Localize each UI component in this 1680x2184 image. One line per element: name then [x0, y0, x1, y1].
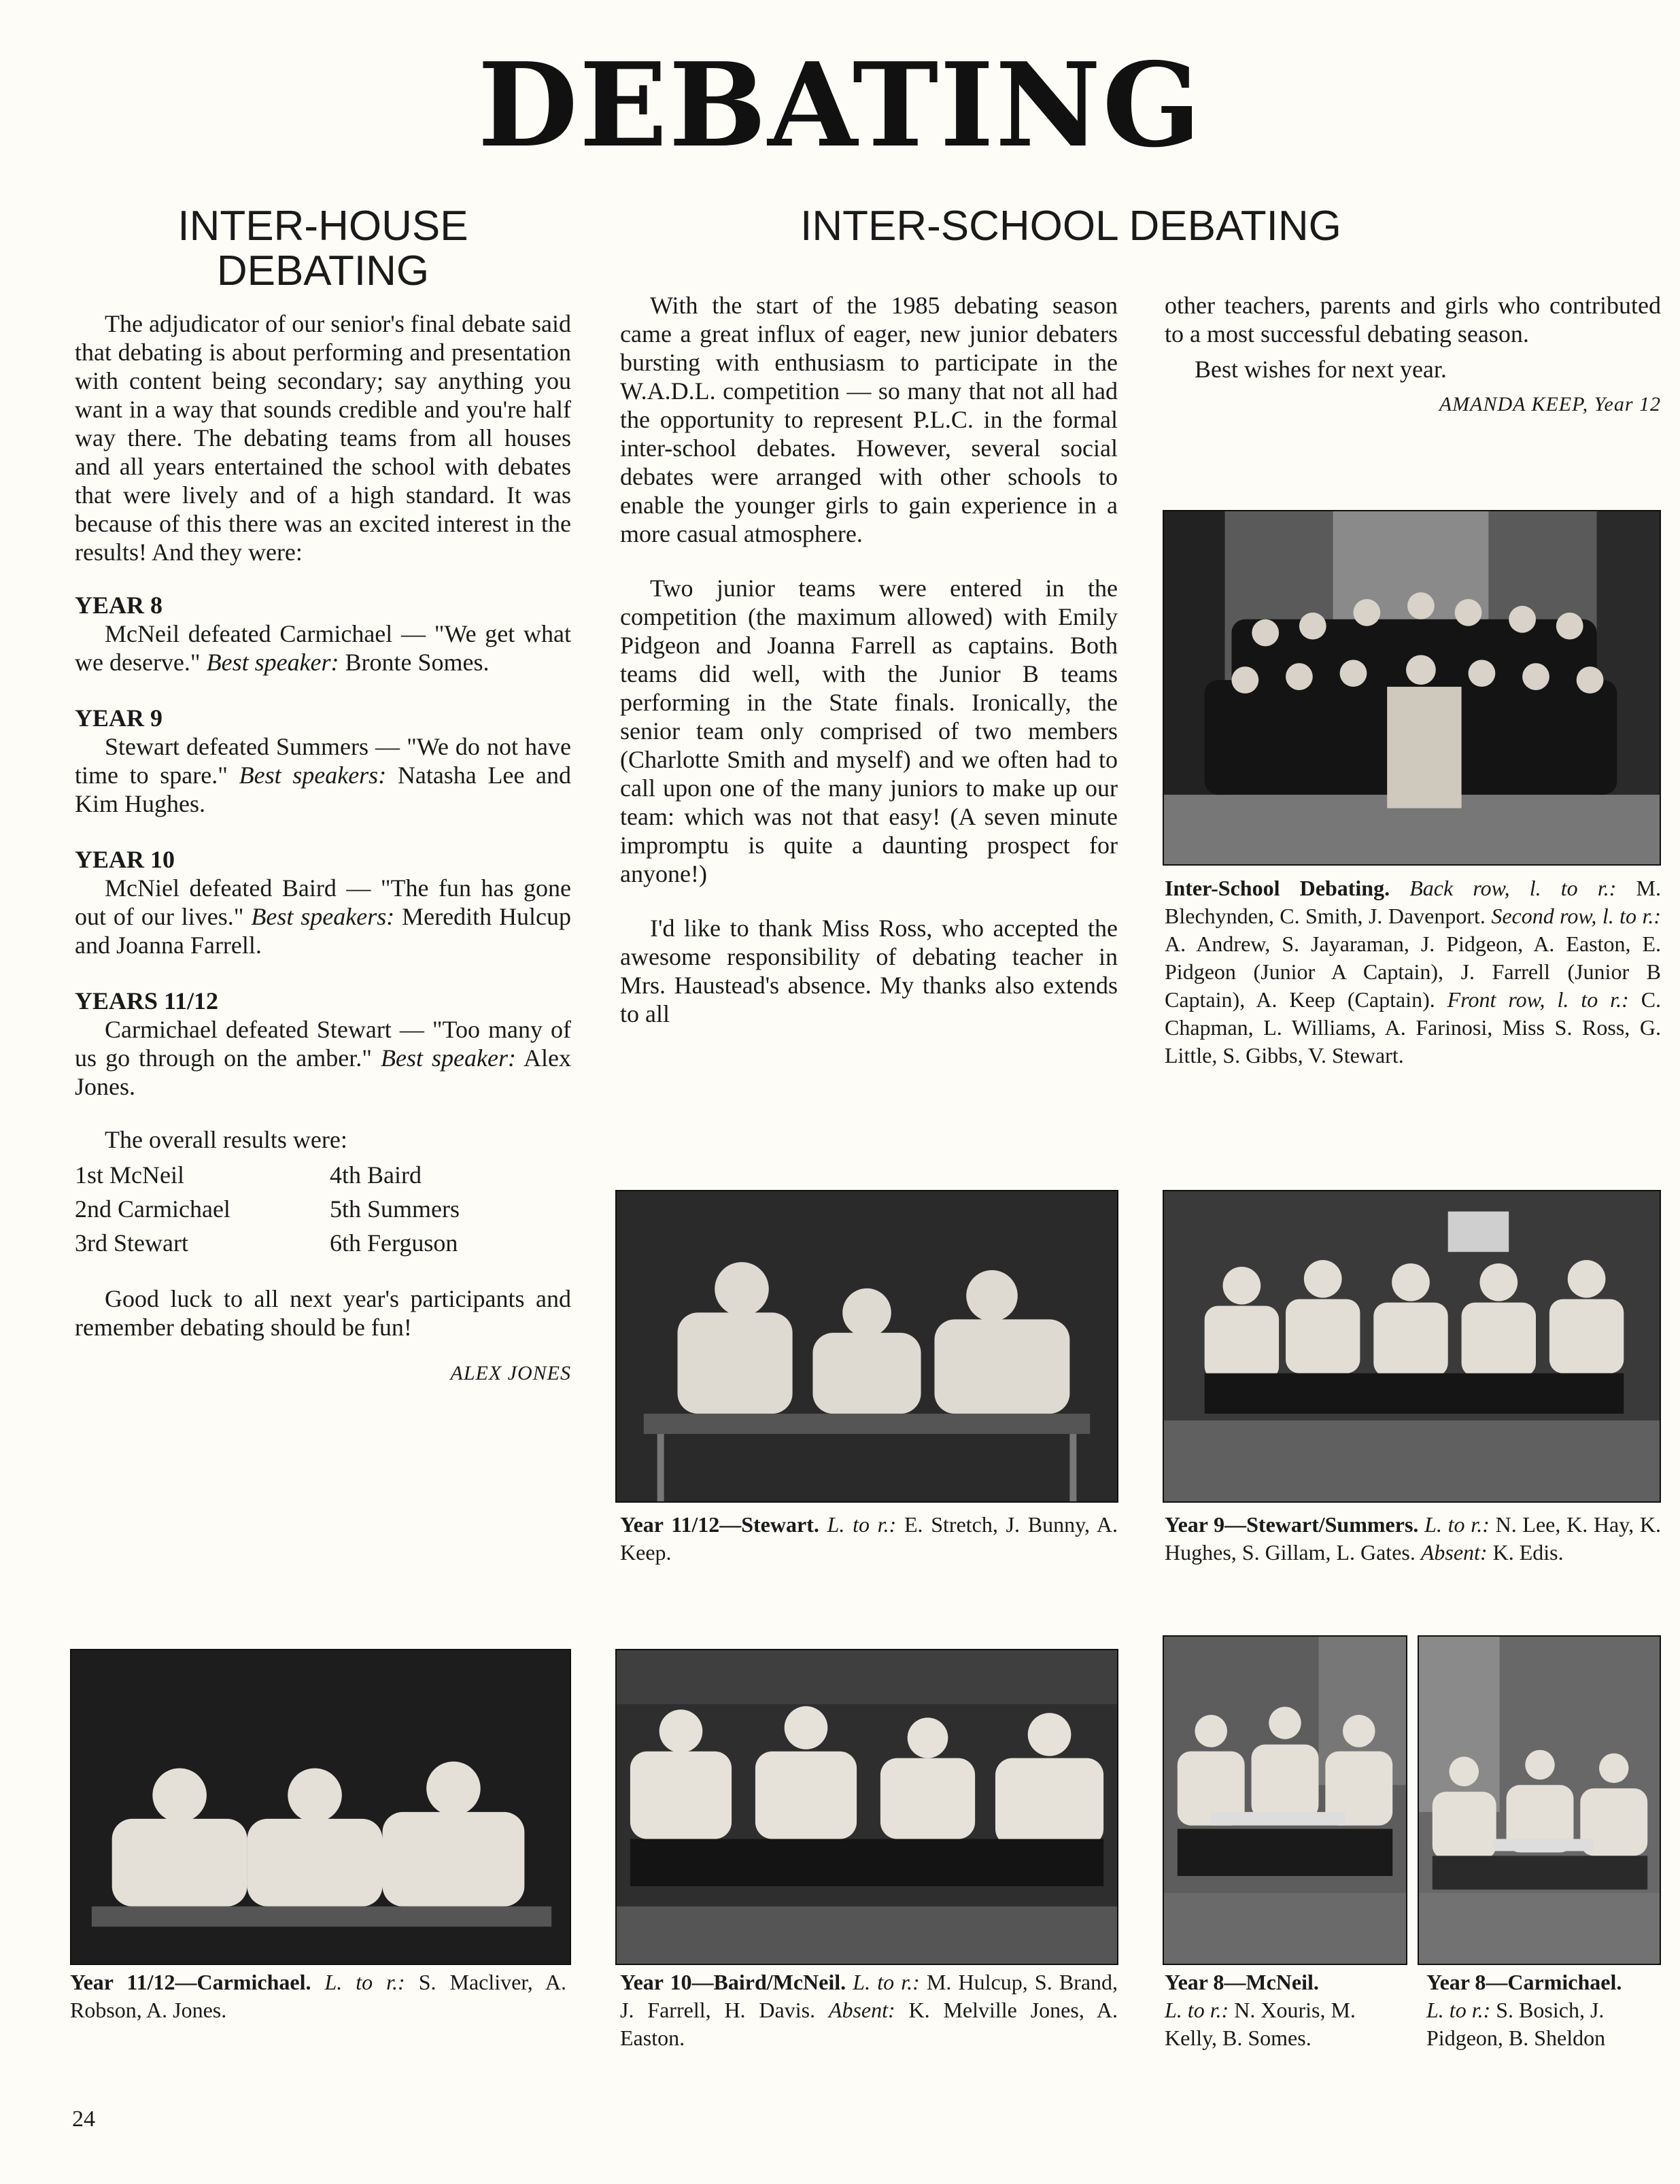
year8-text: McNeil defeated Carmichael — "We get what we deserve.": [75, 620, 571, 676]
inter-house-body: [75, 309, 571, 1385]
year8-mcneil-photo: [1163, 1635, 1407, 1965]
caption-title: Year 10—Baird/McNeil.: [620, 1970, 846, 1994]
year9-text: Stewart defeated Summers — "We do not have time to spare.": [75, 733, 571, 789]
caption-label: Second row, l. to r.:: [1491, 904, 1662, 928]
result-item: 4th Baird: [330, 1161, 422, 1189]
caption-names: N. Lee, K. Hay, K. Hughes, S. Gillam, L. Gates.: [1165, 1512, 1662, 1565]
inter-school-heading: INTER-SCHOOL DEBATING: [800, 203, 1341, 250]
year9-label: Best speakers:: [239, 762, 387, 789]
year8-label: Best speaker:: [206, 649, 339, 676]
year8-heading: YEAR 8: [75, 592, 163, 619]
year1112-carmichael-image: [71, 1650, 570, 1964]
caption-title: Year 8—Carmichael.: [1426, 1970, 1622, 1994]
year10-result: [75, 874, 571, 959]
caption-title: Inter-School Debating.: [1165, 876, 1390, 900]
year10-caption: [620, 1968, 1118, 2052]
inter-house-heading-line1: INTER-HOUSE: [177, 203, 468, 250]
year1112-carmichael-caption: [70, 1968, 566, 2024]
caption-absent: K. Edis.: [1492, 1540, 1564, 1565]
result-item: 1st McNeil: [75, 1161, 184, 1189]
inter-school-para2: Two junior teams were entered in the competition (the maximum allowed) with Emily Pidgeon and Joanna Farrell as captains. Both teams did well, with the Junior B teams performing in the State finals. Ironically, the senior team only comprised of two members (Charlotte Smith and myself) and we often had to call upon one of the many juniors to make up our team: which was not that easy! (A seven minute impromptu is quite a daunting prospect for anyone!): [620, 575, 1118, 887]
caption-absent-label: Absent:: [828, 1998, 895, 2022]
year10-speaker: Meredith Hulcup and Joanna Farrell.: [75, 903, 571, 959]
caption-label: L. to r.:: [853, 1970, 920, 1994]
result-item: 3rd Stewart: [75, 1229, 188, 1257]
page-number: 24: [72, 2106, 95, 2132]
caption-title: Year 11/12—Carmichael.: [70, 1970, 311, 1994]
inter-house-closing: Good luck to all next year's participants and remember debating should be fun!: [75, 1285, 571, 1341]
caption-names: S. Bosich, J. Pidgeon, B. Sheldon: [1426, 1998, 1606, 2050]
caption-names: C. Chapman, L. Williams, A. Farinosi, Miss S. Ross, G. Little, S. Gibbs, V. Stewart.: [1165, 987, 1662, 1068]
inter-school-col1: [620, 291, 1118, 1028]
year1112-carmichael-photo: [70, 1649, 571, 1965]
caption-label: L. to r.:: [1424, 1512, 1490, 1537]
year9-heading: YEAR 9: [75, 704, 163, 732]
year9-image: [1164, 1191, 1660, 1501]
caption-label: Front row, l. to r.:: [1447, 987, 1629, 1012]
year8-mcneil-caption: [1165, 1968, 1403, 2052]
years1112-heading: YEARS 11/12: [75, 987, 219, 1014]
caption-absent-label: Absent:: [1420, 1540, 1488, 1565]
year9-caption: [1165, 1511, 1661, 1567]
caption-title: Year 8—McNeil.: [1165, 1970, 1319, 1994]
caption-title: Year 9—Stewart/Summers.: [1165, 1512, 1419, 1537]
caption-names: S. Macliver, A. Robson, A. Jones.: [70, 1970, 567, 2022]
caption-absent: K. Melville Jones, A. Easton.: [620, 1998, 1118, 2050]
year8-mcneil-image: [1164, 1637, 1406, 1964]
year9-photo: [1163, 1190, 1661, 1503]
year1112-stewart-caption: [620, 1511, 1118, 1567]
result-item: 5th Summers: [330, 1195, 460, 1223]
inter-school-para5: Best wishes for next year.: [1195, 356, 1447, 383]
year10-image: [617, 1650, 1117, 1964]
caption-names: M. Hulcup, S. Brand, J. Farrell, H. Davis.: [620, 1970, 1118, 2022]
year10-text: McNiel defeated Baird — "The fun has gone out of our lives.": [75, 874, 571, 930]
caption-label: L. to r.:: [1165, 1998, 1229, 2022]
inter-school-col2: [1165, 291, 1661, 416]
inter-house-heading: [75, 204, 571, 294]
year9-speaker: Natasha Lee and Kim Hughes.: [75, 762, 572, 817]
years1112-result: [75, 1015, 571, 1101]
caption-names: M. Blechynden, C. Smith, J. Davenport.: [1165, 876, 1661, 928]
inter-school-para1: With the start of the 1985 debating season came a great influx of eager, new junior debaters bursting with enthusiasm to participate in the W.A.D.L. competition — so many that not all had the opportunity to represent P.L.C. in the formal inter-school debates. However, several social debates were arranged with other schools to enable the younger girls to gain experience in a more casual atmosphere.: [620, 292, 1118, 547]
year8-carmichael-photo: [1418, 1635, 1661, 1965]
year8-carmichael-caption: [1426, 1968, 1661, 2052]
inter-school-para4: other teachers, parents and girls who contributed to a most successful debating season.: [1165, 292, 1661, 347]
caption-label: Back row, l. to r.:: [1409, 876, 1617, 900]
caption-label: L. to r.:: [1426, 1998, 1491, 2022]
inter-school-author: AMANDA KEEP, Year 12: [1439, 393, 1661, 415]
results-intro: The overall results were:: [105, 1126, 347, 1153]
year9-result: [75, 732, 571, 818]
caption-names: E. Stretch, J. Bunny, A. Keep.: [620, 1512, 1118, 1565]
caption-label: L. to r.:: [324, 1970, 405, 1994]
result-item: 2nd Carmichael: [75, 1195, 230, 1223]
year8-carmichael-image: [1419, 1637, 1660, 1964]
group-photo-image: [1164, 511, 1660, 864]
result-item: 6th Ferguson: [330, 1229, 458, 1257]
inter-house-intro: The adjudicator of our senior's final debate said that debating is about performing and presentation with content being secondary; say anything you want in a way that sounds credible and you're half way there. The debating teams from all houses and all years entertained the school with debates that were lively and of a high standard. It was because of this there was an excited interest in the results! And they were:: [75, 310, 571, 566]
caption-label: L. to r.:: [827, 1512, 897, 1537]
years1112-text: Carmichael defeated Stewart — "Too many of us go through on the amber.": [75, 1016, 571, 1072]
inter-house-author: ALEX JONES: [450, 1362, 571, 1384]
year1112-stewart-photo: [615, 1190, 1118, 1503]
results-right-col: [330, 1158, 460, 1260]
page-title: DEBATING: [477, 37, 1203, 173]
year8-speaker: Bronte Somes.: [345, 649, 490, 676]
results-left-col: [75, 1158, 330, 1260]
caption-names: A. Andrew, S. Jayaraman, J. Pidgeon, A. Easton, E. Pidgeon (Junior A Captain), J. Farrell (Junior B Captain), A. Keep (Captain).: [1165, 932, 1661, 1012]
year10-heading: YEAR 10: [75, 846, 175, 873]
years1112-label: Best speaker:: [380, 1044, 516, 1072]
year10-label: Best speakers:: [251, 903, 395, 930]
inter-school-group-photo: [1163, 510, 1661, 866]
group-photo-caption: [1165, 874, 1661, 1070]
years1112-speaker: Alex Jones.: [75, 1044, 572, 1100]
caption-title: Year 11/12—Stewart.: [620, 1512, 819, 1537]
year8-result: [75, 619, 571, 677]
year1112-stewart-image: [617, 1191, 1117, 1501]
year10-photo: [615, 1649, 1118, 1965]
caption-names: N. Xouris, M. Kelly, B. Somes.: [1165, 1998, 1356, 2050]
inter-school-para3: I'd like to thank Miss Ross, who accepted the awesome responsibility of debating teacher in Mrs. Haustead's absence. My thanks also extends to all: [620, 915, 1118, 1027]
results-table: [75, 1158, 571, 1260]
inter-house-heading-line2: DEBATING: [216, 248, 430, 294]
